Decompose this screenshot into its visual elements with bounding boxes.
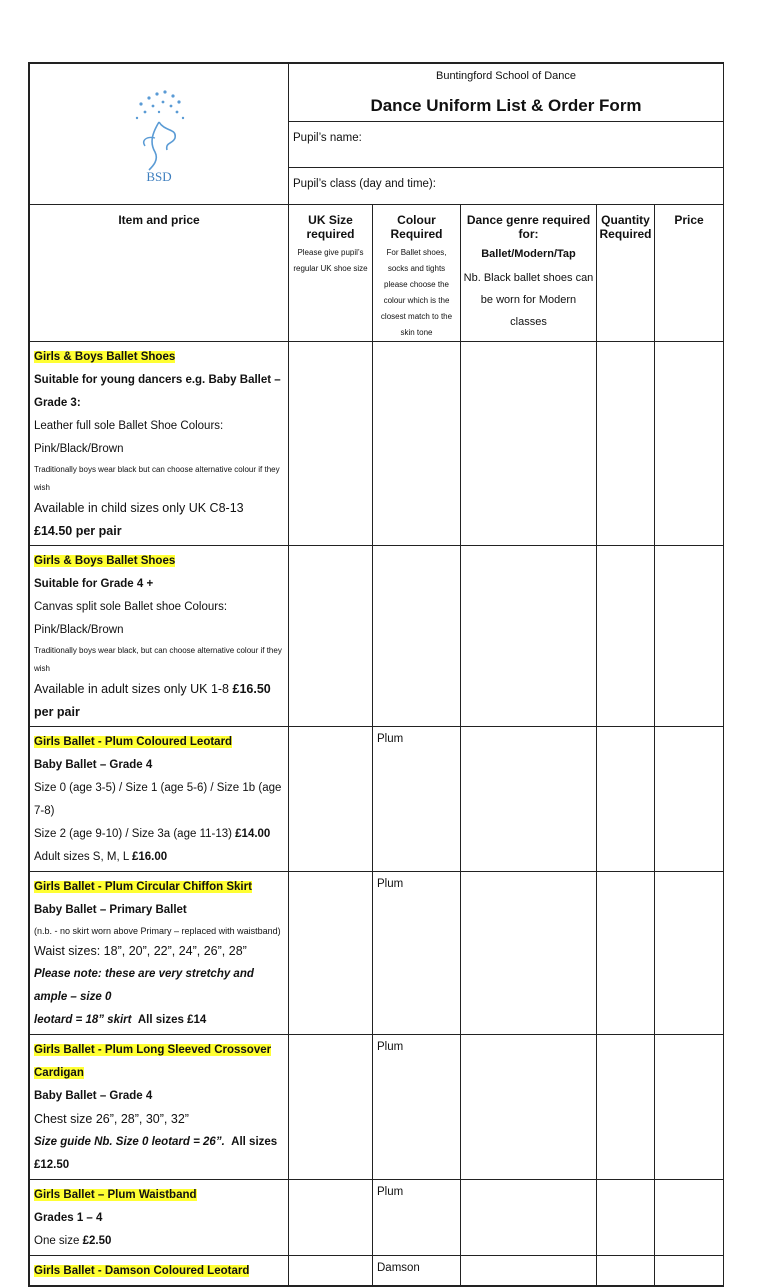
- col-genre-title: Dance genre required for:: [466, 213, 591, 241]
- price-input[interactable]: [655, 342, 724, 546]
- genre-input[interactable]: [461, 546, 597, 727]
- item-title: Girls Ballet - Plum Circular Chiffon Skirt: [34, 881, 252, 893]
- size-input[interactable]: [289, 342, 373, 546]
- table-row: [30, 872, 724, 1035]
- item-cell: [30, 1256, 289, 1286]
- pupil-class-field[interactable]: [289, 168, 724, 205]
- item-price: All sizes £12.50: [34, 1136, 278, 1171]
- genre-input[interactable]: [461, 1256, 597, 1286]
- table-row: [30, 546, 724, 727]
- item-title: Girls Ballet - Damson Coloured Leotard: [34, 1265, 250, 1277]
- col-genre-header: [461, 205, 597, 342]
- item-line: Adult sizes S, M, L: [34, 851, 132, 863]
- price-input[interactable]: [655, 727, 724, 872]
- item-line: Baby Ballet – Grade 4: [34, 759, 153, 771]
- colour-value: Plum: [377, 1041, 404, 1053]
- item-title: Girls Ballet - Plum Coloured Leotard: [34, 736, 233, 748]
- colour-input[interactable]: [373, 1035, 461, 1180]
- colour-input[interactable]: [373, 1180, 461, 1256]
- item-line: Canvas split sole Ballet shoe Colours: Pink/Black/Brown: [34, 601, 228, 636]
- genre-input[interactable]: [461, 727, 597, 872]
- item-line: Grades 1 – 4: [34, 1212, 103, 1224]
- item-line: leotard = 18” skirt: [34, 1014, 132, 1026]
- quantity-input[interactable]: [597, 342, 655, 546]
- item-title: Girls & Boys Ballet Shoes: [34, 555, 176, 567]
- item-line: Chest size 26”, 28”, 30”, 32”: [34, 1112, 189, 1126]
- genre-input[interactable]: [461, 1035, 597, 1180]
- size-input[interactable]: [289, 1180, 373, 1256]
- item-price: £16.50 per pair: [34, 682, 271, 719]
- item-price: All sizes £14: [137, 1014, 207, 1026]
- item-cell: [30, 1180, 289, 1256]
- bsd-logo-icon: [119, 82, 199, 182]
- item-cell: [30, 872, 289, 1035]
- item-line: Size 2 (age 9-10) / Size 3a (age 11-13): [34, 828, 236, 840]
- item-line: Size guide Nb. Size 0 leotard = 26”.: [34, 1136, 225, 1148]
- item-title: Girls Ballet - Plum Long Sleeved Crossover Cardigan: [34, 1044, 272, 1079]
- colour-value: Plum: [377, 878, 404, 890]
- item-cell: [30, 546, 289, 727]
- item-line: Available in adult sizes only UK 1-8: [34, 682, 233, 696]
- price-input[interactable]: [655, 872, 724, 1035]
- size-input[interactable]: [289, 546, 373, 727]
- item-title: Girls Ballet – Plum Waistband: [34, 1189, 197, 1201]
- logo-cell: [30, 64, 289, 205]
- colour-input[interactable]: [373, 546, 461, 727]
- item-line: Baby Ballet – Grade 4: [34, 1090, 153, 1102]
- item-line: Suitable for young dancers e.g. Baby Ballet – Grade 3:: [34, 374, 281, 409]
- table-row: [30, 1180, 724, 1256]
- quantity-input[interactable]: [597, 727, 655, 872]
- item-price: £2.50: [82, 1235, 112, 1247]
- col-quantity-header: Quantity Required: [597, 205, 655, 342]
- item-line: Traditionally boys wear black but can choose alternative colour if they wish: [34, 465, 280, 492]
- price-input[interactable]: [655, 1256, 724, 1286]
- size-input[interactable]: [289, 727, 373, 872]
- colour-input[interactable]: [373, 342, 461, 546]
- item-line: Waist sizes: 18”, 20”, 22”, 24”, 26”, 28”: [34, 944, 247, 958]
- logo-text: BSD: [146, 168, 172, 182]
- table-row: [30, 727, 724, 872]
- table-row: [30, 1035, 724, 1180]
- quantity-input[interactable]: [597, 1180, 655, 1256]
- col-colour-note: For Ballet shoes, socks and tights please choose the colour which is the closest match to the skin tone: [380, 248, 453, 337]
- item-line: One size: [34, 1235, 83, 1247]
- col-size-note: Please give pupil’s regular UK shoe size: [293, 248, 368, 273]
- item-line: Traditionally boys wear black, but can choose alternative colour if they wish: [34, 646, 282, 673]
- quantity-input[interactable]: [597, 1035, 655, 1180]
- quantity-input[interactable]: [597, 872, 655, 1035]
- col-size-header: [289, 205, 373, 342]
- price-input[interactable]: [655, 546, 724, 727]
- quantity-input[interactable]: [597, 1256, 655, 1286]
- item-cell: [30, 727, 289, 872]
- item-cell: [30, 342, 289, 546]
- item-price: £14.00: [235, 828, 271, 840]
- size-input[interactable]: [289, 872, 373, 1035]
- colour-value: Damson: [377, 1262, 420, 1274]
- genre-input[interactable]: [461, 872, 597, 1035]
- school-name: Buntingford School of Dance: [289, 64, 724, 92]
- colour-input[interactable]: [373, 872, 461, 1035]
- pupil-name-field[interactable]: [289, 122, 724, 168]
- col-price-header: Price: [655, 205, 724, 342]
- table-row: [30, 1256, 724, 1286]
- colour-input[interactable]: [373, 1256, 461, 1286]
- genre-input[interactable]: [461, 1180, 597, 1256]
- price-input[interactable]: [655, 1035, 724, 1180]
- col-colour-title: Colour Required: [390, 213, 443, 241]
- colour-value: Plum: [377, 733, 404, 745]
- quantity-input[interactable]: [597, 546, 655, 727]
- item-line: Suitable for Grade 4 +: [34, 578, 154, 590]
- item-line: Baby Ballet – Primary Ballet: [34, 904, 187, 916]
- colour-value: Plum: [377, 1186, 404, 1198]
- price-input[interactable]: [655, 1180, 724, 1256]
- form-title: Dance Uniform List & Order Form: [289, 92, 724, 122]
- item-line: Available in child sizes only UK C8-13: [34, 501, 244, 515]
- col-colour-header: [373, 205, 461, 342]
- colour-input[interactable]: [373, 727, 461, 872]
- item-price: £14.50 per pair: [34, 524, 122, 538]
- item-cell: [30, 1035, 289, 1180]
- col-item-header: Item and price: [30, 205, 289, 342]
- col-genre-note: Nb. Black ballet shoes can be worn for Modern classes: [463, 272, 594, 328]
- table-row: [30, 342, 724, 546]
- order-form: [28, 62, 724, 1287]
- genre-input[interactable]: [461, 342, 597, 546]
- col-size-title: UK Size required: [306, 213, 355, 241]
- item-title: Girls & Boys Ballet Shoes: [34, 351, 176, 363]
- order-table: [29, 63, 724, 1286]
- item-line: Please note: these are very stretchy and ample – size 0: [34, 968, 254, 1003]
- pupil-name-label: Pupil’s name:: [293, 132, 362, 144]
- item-line: Size 0 (age 3-5) / Size 1 (age 5-6) / Size 1b (age 7-8): [34, 782, 282, 817]
- item-line: (n.b. - no skirt worn above Primary – replaced with waistband): [34, 926, 281, 936]
- size-input[interactable]: [289, 1035, 373, 1180]
- size-input[interactable]: [289, 1256, 373, 1286]
- item-line: Leather full sole Ballet Shoe Colours: Pink/Black/Brown: [34, 420, 224, 455]
- pupil-class-label: Pupil’s class (day and time):: [293, 178, 436, 190]
- col-genre-options: Ballet/Modern/Tap: [481, 248, 576, 260]
- item-price: £16.00: [132, 851, 168, 863]
